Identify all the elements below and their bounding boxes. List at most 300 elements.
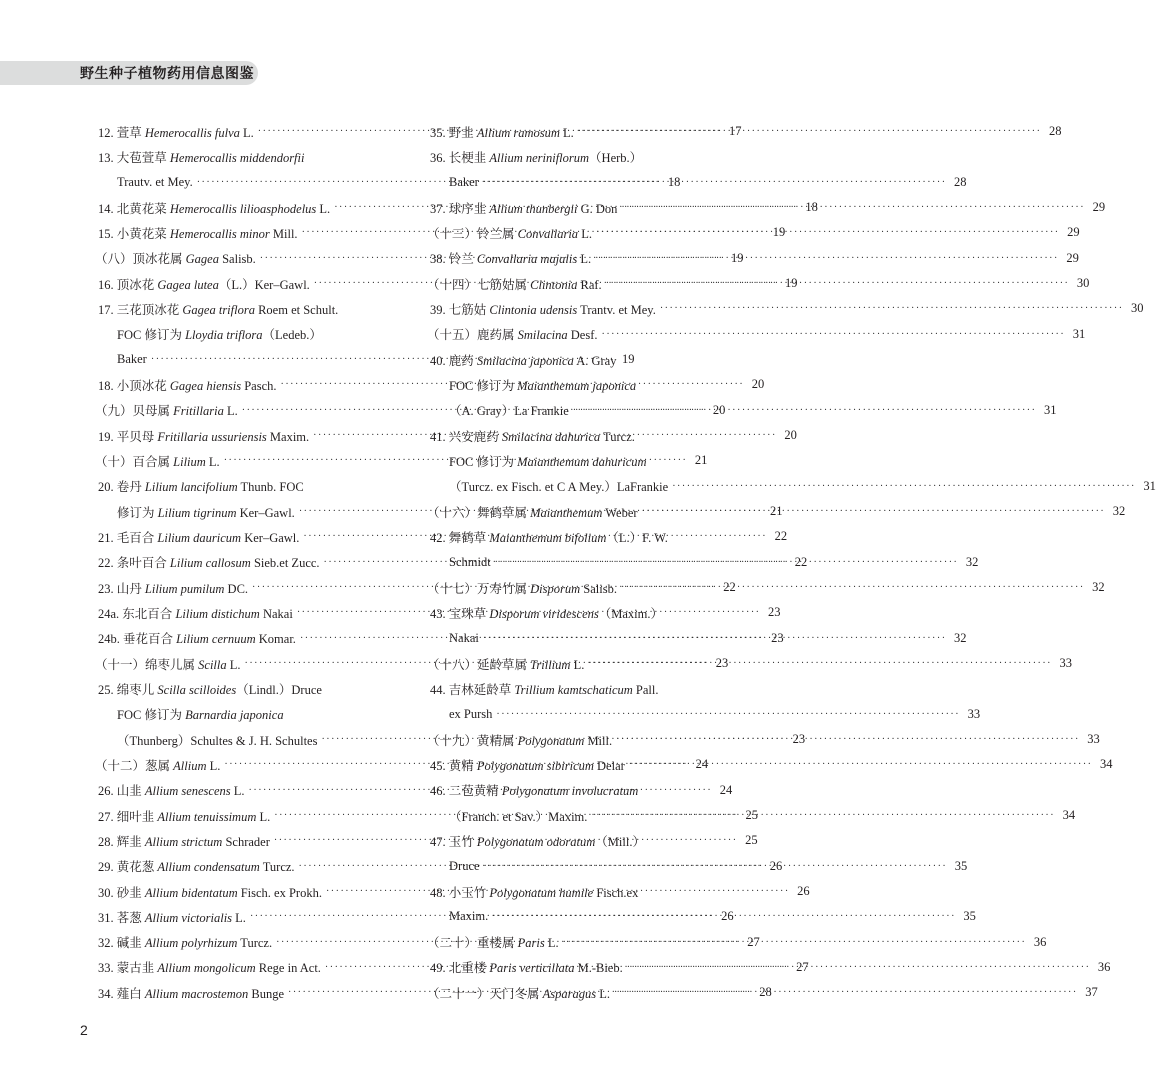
entry-text bbox=[98, 984, 284, 1002]
toc-entry bbox=[95, 144, 371, 169]
entry-label: 14. 北黄花菜 bbox=[98, 201, 170, 216]
latin-name: Hemerocallis fulva bbox=[144, 125, 240, 140]
entry-text bbox=[98, 958, 321, 976]
latin-name: Scilla bbox=[198, 657, 227, 672]
entry-label: Turcz. bbox=[259, 860, 295, 875]
page-ref: 22 bbox=[774, 529, 788, 544]
entry-label: L. bbox=[226, 657, 241, 672]
entry-label: （十二）葱属 bbox=[95, 758, 174, 773]
entry-text bbox=[98, 224, 298, 242]
entry-label: （二十）重楼属 bbox=[427, 936, 518, 951]
latin-name: Maianthemum bifolium bbox=[489, 530, 607, 545]
latin-name: Lilium bbox=[173, 454, 206, 469]
entry-text bbox=[98, 528, 299, 546]
entry-text bbox=[98, 781, 245, 799]
entry-text bbox=[449, 909, 488, 924]
entry-label: Druce bbox=[449, 858, 480, 873]
latin-name: Fritillaria bbox=[173, 404, 224, 419]
page-ref: 26 bbox=[769, 858, 783, 873]
toc-entry bbox=[427, 600, 701, 625]
entry-label: FOC 修订为 bbox=[449, 378, 518, 393]
dot-leader bbox=[616, 734, 1080, 745]
entry-label: 24a. 东北百合 bbox=[98, 606, 176, 621]
dot-leader bbox=[483, 174, 947, 189]
entry-text bbox=[430, 300, 656, 318]
latin-name: Hemerocallis middendorfii bbox=[169, 150, 305, 165]
entry-label: Baker bbox=[449, 174, 479, 189]
toc-entry-continuation[interactable] bbox=[427, 170, 967, 195]
page-ref: 24 bbox=[719, 782, 733, 797]
entry-text bbox=[430, 249, 591, 267]
entry-text bbox=[430, 756, 625, 774]
entry-text bbox=[98, 123, 254, 141]
dot-leader bbox=[660, 303, 1124, 314]
latin-name: Hemerocallis lilioasphodelus bbox=[169, 201, 317, 216]
entry-label: （Maxim.） bbox=[598, 606, 663, 621]
dot-leader bbox=[573, 402, 1037, 417]
latin-name: Allium bidentatum bbox=[144, 885, 238, 900]
entry-text bbox=[98, 933, 272, 951]
page-ref: 23 bbox=[715, 656, 729, 671]
dot-leader bbox=[578, 126, 1042, 137]
entry-text bbox=[427, 503, 638, 521]
entry-text bbox=[98, 629, 296, 647]
entry-label: 15. 小黄花菜 bbox=[98, 226, 170, 241]
entry-label: Pall. bbox=[632, 682, 659, 697]
entry-text bbox=[98, 553, 320, 571]
toc-section-entry[interactable] bbox=[427, 322, 1086, 347]
toc-entry-continuation bbox=[427, 372, 701, 397]
toc-entry-continuation bbox=[427, 448, 701, 473]
entry-text bbox=[449, 376, 636, 394]
latin-name: Allium neriniflorum bbox=[489, 150, 590, 165]
entry-label: Turcz. bbox=[237, 936, 273, 951]
latin-name: Paris verticillata bbox=[489, 961, 575, 976]
dot-leader bbox=[563, 934, 1027, 949]
entry-label: Ker–Gawl. bbox=[241, 530, 300, 545]
latin-name: Smilacina bbox=[517, 328, 568, 343]
entry-label: L. bbox=[256, 809, 271, 824]
dot-leader bbox=[596, 227, 1060, 238]
latin-name: Trillium kamtschaticum bbox=[514, 682, 633, 697]
entry-label: 36. 长梗韭 bbox=[430, 150, 490, 165]
entry-label: 19. 平贝母 bbox=[98, 429, 158, 444]
entry-text bbox=[95, 756, 220, 774]
dot-leader bbox=[614, 987, 1078, 998]
latin-name: Smilacina dahurica bbox=[501, 429, 601, 444]
latin-name: Polygonatum sibiricum bbox=[476, 758, 594, 773]
toc-entry[interactable] bbox=[427, 296, 1144, 321]
entry-text bbox=[98, 604, 293, 622]
entry-text bbox=[430, 123, 574, 141]
entry-text bbox=[95, 401, 238, 419]
entry-label: 47. 玉竹 bbox=[430, 834, 477, 849]
latin-name: Paris bbox=[517, 936, 545, 951]
dot-leader bbox=[621, 582, 1085, 593]
entry-label: 12. 萱草 bbox=[98, 125, 145, 140]
book-title: 野生种子植物药用信息图鉴 bbox=[80, 66, 254, 82]
page-ref: 35 bbox=[963, 909, 976, 924]
entry-label: （Ledeb.） bbox=[262, 328, 322, 343]
latin-name: Allium thunbergii bbox=[489, 201, 578, 216]
entry-label: L. bbox=[596, 986, 611, 1001]
entry-text bbox=[430, 199, 617, 217]
toc-entry bbox=[427, 144, 701, 169]
page-ref: 18 bbox=[667, 174, 681, 189]
entry-label: （Turcz. ex Fisch. et C A Mey.）LaFrankie bbox=[449, 480, 669, 495]
entry-text bbox=[98, 832, 270, 850]
latin-name: Lilium callosum bbox=[169, 556, 251, 571]
page-ref: 28 bbox=[954, 174, 967, 189]
page-ref: 21 bbox=[694, 453, 708, 468]
entry-label: 42. 舞鹤草 bbox=[430, 530, 490, 545]
entry-label: L. bbox=[232, 910, 246, 925]
entry-label: Pasch. bbox=[241, 378, 277, 393]
toc-entry bbox=[427, 347, 701, 372]
entry-text bbox=[449, 807, 587, 825]
latin-name: Trillium bbox=[530, 657, 571, 672]
page-ref: 25 bbox=[745, 833, 758, 848]
latin-name: Allium mongolicum bbox=[157, 961, 256, 976]
dot-leader bbox=[627, 959, 1091, 974]
entry-text bbox=[427, 984, 610, 1002]
page-ref: 31 bbox=[1043, 402, 1057, 417]
page-ref: 28 bbox=[1048, 124, 1062, 139]
entry-text bbox=[427, 655, 584, 673]
entry-label: FOC 修订为 bbox=[117, 328, 186, 343]
page-ref: 32 bbox=[965, 554, 979, 569]
entry-label: L. bbox=[559, 125, 574, 140]
page-ref: 35 bbox=[954, 858, 968, 873]
entry-label: L. bbox=[544, 936, 559, 951]
latin-name: Polygonatum involucratum bbox=[501, 784, 639, 799]
entry-label: 41. 兴安鹿药 bbox=[430, 429, 502, 444]
entry-label: Trautv. et Mey. bbox=[117, 174, 193, 189]
entry-label: Schrader bbox=[222, 834, 270, 849]
page-ref: 30 bbox=[1076, 276, 1090, 291]
dot-leader bbox=[629, 759, 1093, 770]
page-number: 2 bbox=[80, 1022, 88, 1038]
entry-label: （十九）黄精属 bbox=[427, 733, 518, 748]
entry-text bbox=[95, 655, 241, 673]
entry-text bbox=[98, 857, 295, 875]
page-ref: 34 bbox=[1099, 757, 1113, 772]
page-ref: 28 bbox=[759, 985, 772, 1000]
entry-label: Mill. bbox=[584, 733, 613, 748]
entry-text bbox=[449, 859, 480, 874]
entry-text bbox=[427, 579, 617, 597]
entry-label: （八）顶冰花属 bbox=[95, 252, 186, 267]
entry-label: L. bbox=[316, 201, 331, 216]
entry-text bbox=[98, 883, 322, 901]
latin-name: Disporum viridescens bbox=[489, 606, 599, 621]
entry-label: 48. 小玉竹 bbox=[430, 885, 490, 900]
entry-label: 16. 顶冰花 bbox=[98, 277, 158, 292]
entry-text bbox=[117, 503, 295, 521]
entry-label: 21. 毛百合 bbox=[98, 530, 158, 545]
latin-name: Allium strictum bbox=[144, 834, 223, 849]
entry-label: 27. 细叶韭 bbox=[98, 809, 158, 824]
latin-name: Allium condensatum bbox=[157, 860, 260, 875]
page-ref: 21 bbox=[770, 504, 783, 519]
entry-text bbox=[430, 781, 638, 799]
entry-label: （十三）铃兰属 bbox=[427, 226, 518, 241]
page-ref: 27 bbox=[747, 934, 760, 949]
page-ref: 31 bbox=[1072, 326, 1086, 341]
toc-entry bbox=[95, 474, 371, 499]
entry-label: L. bbox=[577, 252, 592, 267]
entry-text bbox=[449, 175, 479, 190]
toc-entry bbox=[427, 524, 701, 549]
entry-label: 46. 二苞黄精 bbox=[430, 784, 502, 799]
entry-text bbox=[427, 325, 598, 343]
entry-text bbox=[449, 631, 479, 646]
latin-name: Lilium dauricum bbox=[157, 530, 242, 545]
entry-text bbox=[98, 275, 310, 293]
page-ref: 26 bbox=[721, 909, 734, 924]
entry-label: 33. 蒙古韭 bbox=[98, 961, 158, 976]
entry-label: 40. 鹿药 bbox=[430, 353, 477, 368]
entry-label: Baker bbox=[117, 352, 147, 367]
dot-leader bbox=[595, 250, 1059, 265]
entry-text bbox=[427, 731, 612, 749]
entry-label: Sieb.et Zucc. bbox=[250, 556, 320, 571]
toc-entry-continuation bbox=[95, 322, 371, 347]
latin-name: Gagea bbox=[185, 252, 219, 267]
entry-text bbox=[98, 199, 330, 217]
entry-label: 49. 北重楼 bbox=[430, 961, 490, 976]
latin-name: Convallaria majalis bbox=[476, 252, 578, 267]
entry-label: Fisch.ex bbox=[593, 885, 639, 900]
page-ref: 37 bbox=[1085, 985, 1098, 1000]
entry-text bbox=[117, 705, 284, 723]
page-ref: 30 bbox=[1131, 301, 1144, 316]
latin-name: Allium macrostemon bbox=[144, 986, 249, 1001]
entry-text bbox=[98, 680, 322, 698]
entry-text bbox=[430, 427, 635, 445]
page-ref: 19 bbox=[622, 352, 635, 367]
latin-name: Lilium cernuum bbox=[176, 632, 256, 647]
latin-name: Asparagus bbox=[542, 986, 597, 1001]
dot-leader bbox=[606, 278, 1070, 289]
toc-entry-continuation[interactable] bbox=[427, 702, 981, 727]
entry-label: Schmidt bbox=[449, 554, 491, 569]
entry-text bbox=[117, 352, 147, 367]
latin-name: Allium senescens bbox=[144, 784, 231, 799]
entry-label: Salisb. bbox=[580, 581, 617, 596]
entry-text bbox=[98, 376, 277, 394]
toc-entry bbox=[95, 296, 371, 321]
toc-entry bbox=[427, 879, 701, 904]
entry-label: 35. 野韭 bbox=[430, 125, 477, 140]
entry-label: （十四）七筋姑属 bbox=[427, 277, 531, 292]
page-ref: 19 bbox=[784, 276, 798, 291]
entry-text bbox=[430, 528, 668, 546]
toc-entry bbox=[427, 778, 701, 803]
entry-label: （九）贝母属 bbox=[95, 404, 174, 419]
latin-name: Gagea triflora bbox=[182, 302, 255, 317]
entry-text bbox=[430, 351, 616, 369]
latin-name: Smilacina japonica bbox=[476, 353, 574, 368]
entry-label: A. Gray bbox=[573, 353, 617, 368]
entry-label: 22. 条叶百合 bbox=[98, 556, 170, 571]
entry-label: （L.）F. W. bbox=[606, 530, 668, 545]
latin-name: Maianthemum dahuricum bbox=[517, 454, 647, 469]
entry-label: Roem et Schult. bbox=[254, 302, 339, 317]
entry-text bbox=[98, 477, 304, 495]
dot-leader bbox=[483, 630, 947, 645]
latin-name: Lilium distichum bbox=[175, 606, 260, 621]
page-ref: 32 bbox=[954, 630, 967, 645]
page-ref: 18 bbox=[805, 200, 818, 215]
entry-label: 25. 绵枣儿 bbox=[98, 682, 158, 697]
page-ref: 29 bbox=[1067, 225, 1080, 240]
entry-label: 32. 碱韭 bbox=[98, 936, 145, 951]
entry-text bbox=[98, 807, 270, 825]
entry-label: L. bbox=[223, 404, 238, 419]
entry-text bbox=[449, 707, 492, 722]
latin-name: Clintonia udensis bbox=[489, 302, 578, 317]
entry-label: （Franch. et Sav.）Maxim. bbox=[449, 809, 588, 824]
entry-label: 20. 卷丹 bbox=[98, 480, 145, 495]
page-ref: 32 bbox=[1112, 504, 1126, 519]
entry-label: Turcz. bbox=[600, 429, 635, 444]
entry-label: （Mill.） bbox=[595, 834, 645, 849]
entry-text bbox=[430, 832, 645, 850]
entry-label: L. bbox=[570, 657, 585, 672]
latin-name: Allium bbox=[173, 758, 207, 773]
entry-label: Mill. bbox=[269, 226, 298, 241]
dot-leader bbox=[591, 810, 1055, 821]
entry-text bbox=[427, 275, 602, 293]
entry-label: （十八）延龄草属 bbox=[427, 657, 531, 672]
entry-label: Thunb. FOC bbox=[237, 480, 304, 495]
page-ref: 29 bbox=[1066, 250, 1079, 265]
entry-label: （A. Gray）La Frankie bbox=[449, 404, 569, 419]
entry-label: Delar bbox=[593, 758, 625, 773]
page-ref: 33 bbox=[1059, 656, 1073, 671]
entry-text bbox=[449, 452, 647, 470]
entry-text bbox=[430, 148, 642, 166]
entry-label: Fisch. ex Prokh. bbox=[237, 885, 322, 900]
entry-label: ex Pursh bbox=[449, 706, 493, 721]
entry-text bbox=[98, 579, 248, 597]
entry-label: （Herb.） bbox=[589, 150, 643, 165]
latin-name: Barnardia japonica bbox=[185, 708, 284, 723]
latin-name: Disporum bbox=[530, 581, 581, 596]
latin-name: Hemerocallis minor bbox=[169, 226, 270, 241]
entry-label: Nakai bbox=[449, 630, 479, 645]
entry-text bbox=[117, 175, 193, 190]
page-ref: 22 bbox=[794, 554, 808, 569]
entry-label: （十一）绵枣儿属 bbox=[95, 657, 199, 672]
page-ref: 22 bbox=[723, 580, 736, 595]
entry-label: 17. 三花顶冰花 bbox=[98, 302, 183, 317]
entry-text bbox=[449, 477, 668, 495]
toc-entry-continuation[interactable] bbox=[427, 474, 1156, 499]
entry-label: 45. 黄精 bbox=[430, 758, 477, 773]
page-ref: 20 bbox=[784, 428, 797, 443]
latin-name: Polygonatum odoratum bbox=[476, 834, 596, 849]
entry-label: L. bbox=[578, 226, 592, 241]
page-ref: 23 bbox=[792, 732, 806, 747]
entry-label: （十）百合属 bbox=[95, 454, 174, 469]
entry-label: M.-Bieb. bbox=[574, 961, 623, 976]
page-ref: 33 bbox=[967, 706, 981, 721]
entry-label: 44. 吉林延龄草 bbox=[430, 682, 515, 697]
entry-label: 34. 薤白 bbox=[98, 986, 145, 1001]
entry-label: （十五）鹿药属 bbox=[427, 328, 518, 343]
entry-text bbox=[98, 148, 304, 166]
entry-label: 修订为 bbox=[117, 505, 158, 520]
entry-label: Ker–Gawl. bbox=[236, 505, 295, 520]
toc-entry bbox=[427, 828, 701, 853]
toc-entry-continuation bbox=[95, 702, 371, 727]
entry-label: （Thunberg）Schultes & J. H. Schultes bbox=[117, 733, 318, 748]
entry-label: （Lindl.）Druce bbox=[236, 682, 322, 697]
entry-text bbox=[430, 958, 623, 976]
latin-name: Polygonatum humile bbox=[489, 885, 594, 900]
entry-label: （十七）万寿竹属 bbox=[427, 581, 531, 596]
latin-name: Lilium tigrinum bbox=[157, 505, 237, 520]
entry-label: 31. 茖葱 bbox=[98, 910, 145, 925]
entry-label: Rege in Act. bbox=[255, 961, 321, 976]
entry-label: 28. 辉韭 bbox=[98, 834, 145, 849]
page-ref: 36 bbox=[1097, 959, 1111, 974]
page-ref: 34 bbox=[1062, 808, 1076, 823]
page-ref: 23 bbox=[768, 605, 781, 620]
page-ref: 20 bbox=[751, 377, 765, 392]
toc-entry bbox=[427, 676, 701, 701]
dot-leader bbox=[672, 481, 1136, 492]
latin-name: Gagea hiensis bbox=[169, 378, 242, 393]
dot-leader bbox=[492, 911, 956, 922]
entry-label: L. bbox=[239, 125, 254, 140]
entry-label: 37. 球序韭 bbox=[430, 201, 490, 216]
page-ref: 17 bbox=[728, 124, 742, 139]
dot-leader bbox=[484, 858, 948, 873]
entry-text bbox=[98, 908, 246, 926]
page-ref: 32 bbox=[1092, 580, 1105, 595]
entry-label: 39. 七筋姑 bbox=[430, 302, 490, 317]
latin-name: Polygonatum bbox=[517, 733, 585, 748]
page-ref: 23 bbox=[771, 630, 784, 645]
page-ref: 19 bbox=[772, 225, 786, 240]
entry-text bbox=[430, 604, 663, 622]
entry-label: 23. 山丹 bbox=[98, 581, 145, 596]
entry-text bbox=[98, 427, 309, 445]
entry-label: FOC 修订为 bbox=[449, 454, 518, 469]
page-ref: 24 bbox=[695, 757, 709, 772]
entry-label: DC. bbox=[224, 581, 249, 596]
entry-label: Raf. bbox=[577, 277, 602, 292]
page-ref: 36 bbox=[1033, 934, 1047, 949]
latin-name: Maianthemum bbox=[530, 505, 603, 520]
dot-leader bbox=[496, 709, 960, 720]
entry-text bbox=[427, 224, 592, 242]
page-ref: 33 bbox=[1087, 732, 1100, 747]
entry-label: 29. 黄花葱 bbox=[98, 860, 158, 875]
page-ref: 29 bbox=[1092, 200, 1106, 215]
entry-label: 18. 小顶冰花 bbox=[98, 378, 170, 393]
dot-leader bbox=[495, 554, 959, 569]
entry-label: G. Don bbox=[577, 201, 618, 216]
page-ref: 31 bbox=[1143, 478, 1156, 493]
entry-label: Maxim. bbox=[266, 429, 310, 444]
latin-name: Allium tenuissimum bbox=[157, 809, 257, 824]
entry-text bbox=[430, 883, 638, 901]
entry-label: L. bbox=[206, 758, 221, 773]
